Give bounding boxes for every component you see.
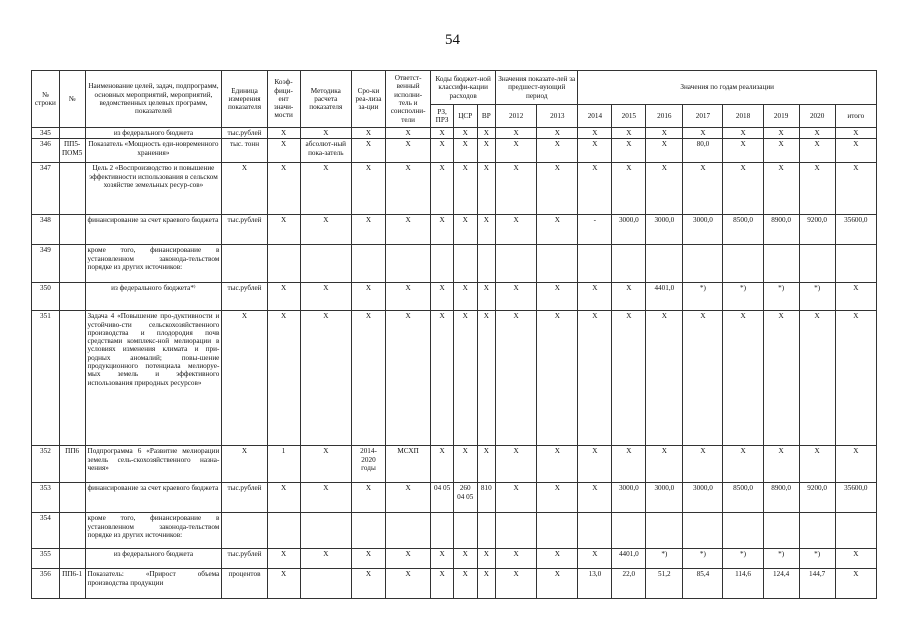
cell-v2012: X [496,483,537,513]
cell-method: X [300,311,351,446]
cell-term: X [352,283,386,311]
cell-v2017: 85,4 [683,569,723,599]
cell-term: X [352,569,386,599]
cell-v2020: 9200,0 [799,215,835,245]
cell-method [300,513,351,549]
cell-v2015: 22,0 [612,569,646,599]
cell-v2012: X [496,128,537,139]
cell-v2018: X [723,446,763,483]
cell-v2016 [646,513,683,549]
cell-v2015: 3000,0 [612,215,646,245]
header-name: Наименование целей, задач, подпрограмм, основных мероприятий, мероприятий, ведомственных целевых программ, показателей [85,71,222,128]
cell-num: 353 [32,483,60,513]
cell-v2014: - [578,215,612,245]
cell-vr: X [477,569,496,599]
cell-term: X [352,549,386,569]
header-2014: 2014 [578,105,612,128]
cell-unit: тыс.рублей [222,483,267,513]
cell-v2012: X [496,549,537,569]
cell-v2020: X [799,128,835,139]
cell-v2014: X [578,311,612,446]
cell-total: X [835,283,876,311]
cell-v2014: X [578,283,612,311]
header-term: Сро-ки реа-лиза за-ции [352,71,386,128]
header-2017: 2017 [683,105,723,128]
table-row [32,446,877,483]
cell-exec: X [385,549,430,569]
cell-v2014: X [578,549,612,569]
cell-v2015: X [612,283,646,311]
cell-coef: X [267,549,300,569]
table-row [32,283,877,311]
cell-coef: X [267,483,300,513]
cell-v2017: *) [683,549,723,569]
cell-total [835,513,876,549]
cell-v2012 [496,513,537,549]
cell-unit [222,513,267,549]
cell-num: 348 [32,215,60,245]
cell-coef: X [267,215,300,245]
cell-v2016: *) [646,549,683,569]
cell-vr: X [477,215,496,245]
cell-v2015 [612,513,646,549]
cell-v2015: 3000,0 [612,483,646,513]
header-coef: Коэф-фици-ент значи-мости [267,71,300,128]
cell-exec: X [385,483,430,513]
cell-rz: X [431,446,454,483]
cell-exec [385,245,430,283]
cell-total: X [835,128,876,139]
cell-v2012: X [496,311,537,446]
cell-unit [222,245,267,283]
cell-name: Подпрограмма 6 «Развитие мелиорации земель сель-скохозяйственного назна-чения» [85,446,222,483]
cell-name: Показатель «Мощность еди-новременного хранения» [85,139,222,163]
program-table [31,70,877,599]
cell-v2018: X [723,139,763,163]
header-executor: Ответст-венный исполни-тель и соисполни-тели [385,71,430,128]
table-row [32,483,877,513]
cell-exec: МСХП [385,446,430,483]
table-row [32,163,877,215]
cell-csr: X [453,311,477,446]
cell-v2018: *) [723,283,763,311]
cell-code [59,549,85,569]
header-method: Методика расчета показателя [300,71,351,128]
cell-vr: X [477,163,496,215]
cell-coef: X [267,311,300,446]
cell-csr: X [453,128,477,139]
cell-unit: тыс. тонн [222,139,267,163]
cell-code [59,311,85,446]
cell-num: 352 [32,446,60,483]
cell-exec: X [385,128,430,139]
header-csr: ЦСР [453,105,477,128]
cell-coef: X [267,139,300,163]
cell-v2019 [763,245,799,283]
cell-v2020 [799,513,835,549]
header-2013: 2013 [537,105,578,128]
cell-v2017: X [683,446,723,483]
header-year-values: Значения по годам реализации [578,71,877,105]
cell-v2013: X [537,128,578,139]
cell-code: ПП6 [59,446,85,483]
cell-exec: X [385,163,430,215]
cell-vr [477,245,496,283]
cell-code: ПП6-1 [59,569,85,599]
cell-v2015: X [612,446,646,483]
cell-v2018: 114,6 [723,569,763,599]
cell-csr: X [453,283,477,311]
cell-v2012 [496,245,537,283]
cell-method: X [300,283,351,311]
cell-v2017: 80,0 [683,139,723,163]
cell-total: X [835,311,876,446]
cell-code [59,245,85,283]
cell-exec: X [385,569,430,599]
cell-v2015: X [612,139,646,163]
cell-exec [385,513,430,549]
header-2016: 2016 [646,105,683,128]
cell-v2014: X [578,163,612,215]
cell-v2019: *) [763,283,799,311]
cell-v2016: X [646,128,683,139]
header-total: итого [835,105,876,128]
cell-num: 347 [32,163,60,215]
cell-num: 351 [32,311,60,446]
cell-code [59,163,85,215]
cell-v2018: *) [723,549,763,569]
cell-coef: 1 [267,446,300,483]
cell-v2020: 144,7 [799,569,835,599]
cell-coef [267,513,300,549]
cell-term: X [352,311,386,446]
cell-v2020: *) [799,283,835,311]
cell-v2015: X [612,163,646,215]
cell-code [59,128,85,139]
cell-v2016: 3000,0 [646,215,683,245]
cell-v2019: 8900,0 [763,483,799,513]
cell-code [59,513,85,549]
cell-v2016: 4401,0 [646,283,683,311]
cell-rz: 04 05 [431,483,454,513]
cell-csr: X [453,215,477,245]
cell-unit: процентов [222,569,267,599]
cell-v2019: X [763,128,799,139]
header-unit: Единица измерения показателя [222,71,267,128]
cell-method [300,245,351,283]
cell-rz: X [431,283,454,311]
table-body [32,128,877,599]
cell-v2019: X [763,139,799,163]
cell-v2014: X [578,128,612,139]
cell-v2016: X [646,139,683,163]
cell-term: X [352,139,386,163]
cell-v2016: 51,2 [646,569,683,599]
cell-v2013: X [537,139,578,163]
cell-v2016: 3000,0 [646,483,683,513]
table-row [32,139,877,163]
header-budget-codes: Коды бюджет-ной классифи-кации расходов [431,71,496,105]
cell-rz: X [431,311,454,446]
cell-vr: X [477,549,496,569]
cell-code [59,283,85,311]
cell-vr: 810 [477,483,496,513]
cell-num: 349 [32,245,60,283]
cell-vr: X [477,128,496,139]
cell-v2013: X [537,446,578,483]
table-row [32,569,877,599]
cell-rz: X [431,139,454,163]
cell-name: из федерального бюджета [85,128,222,139]
cell-name: финансирование за счет краевого бюджета [85,215,222,245]
cell-method: X [300,483,351,513]
cell-total [835,245,876,283]
cell-vr: X [477,139,496,163]
cell-rz: X [431,215,454,245]
cell-v2018 [723,513,763,549]
cell-v2020: X [799,139,835,163]
table-row [32,311,877,446]
cell-v2016: X [646,163,683,215]
cell-v2017 [683,245,723,283]
cell-csr [453,245,477,283]
cell-code: ПП5-ПОМ5 [59,139,85,163]
cell-v2018: X [723,128,763,139]
cell-v2013: X [537,569,578,599]
cell-csr [453,513,477,549]
cell-v2018: 8500,0 [723,215,763,245]
cell-v2016 [646,245,683,283]
cell-csr: 260 04 05 [453,483,477,513]
cell-unit: тыс.рублей [222,283,267,311]
cell-v2016: X [646,446,683,483]
cell-method: X [300,549,351,569]
cell-v2013: X [537,549,578,569]
cell-total: X [835,139,876,163]
cell-term: 2014-2020 годы [352,446,386,483]
cell-unit: X [222,163,267,215]
cell-csr: X [453,139,477,163]
cell-v2019 [763,513,799,549]
table-row [32,245,877,283]
cell-coef: X [267,163,300,215]
cell-v2019: X [763,163,799,215]
cell-csr: X [453,446,477,483]
header-row-no: № строки [32,71,60,128]
cell-num: 356 [32,569,60,599]
cell-vr: X [477,311,496,446]
header-2018: 2018 [723,105,763,128]
cell-exec: X [385,283,430,311]
cell-unit: X [222,311,267,446]
cell-total: 35600,0 [835,215,876,245]
cell-unit: тыс.рублей [222,215,267,245]
header-rz: РЗ, ПРЗ [431,105,454,128]
cell-method: X [300,163,351,215]
cell-v2017: *) [683,283,723,311]
header-2020: 2020 [799,105,835,128]
table-row [32,215,877,245]
page-number: 54 [445,32,460,48]
cell-vr: X [477,283,496,311]
cell-v2013: X [537,283,578,311]
cell-coef [267,245,300,283]
cell-rz [431,513,454,549]
cell-v2018: X [723,163,763,215]
cell-v2017: 3000,0 [683,215,723,245]
cell-csr: X [453,549,477,569]
cell-v2017: X [683,163,723,215]
cell-v2018 [723,245,763,283]
table-row [32,128,877,139]
cell-name: Показатель: «Прирост объема производства продукции [85,569,222,599]
cell-coef: X [267,569,300,599]
cell-name: кроме того, финансирование в установленном законода-тельством порядке из других источников: [85,513,222,549]
cell-name: Задача 4 «Повышение про-дуктивности и устойчиво-сти сельскохозяйственного производства и плодородия почв средствами комплекс-ной мелиорации в условиях изменения климата и при-родных аномалий; повы-шение продукционного потенциала мелиоруе-мых земель и эффективного использования природных ресурсов» [85,311,222,446]
cell-code [59,483,85,513]
cell-method: абсолют-ный пока-затель [300,139,351,163]
cell-v2012: X [496,139,537,163]
cell-v2015 [612,245,646,283]
cell-v2016: X [646,311,683,446]
cell-name: финансирование за счет краевого бюджета [85,483,222,513]
cell-v2012: X [496,283,537,311]
cell-rz: X [431,549,454,569]
cell-v2014: 13,0 [578,569,612,599]
cell-v2017: X [683,311,723,446]
cell-v2019: 8900,0 [763,215,799,245]
cell-v2013 [537,513,578,549]
cell-name: кроме того, финансирование в установленном законода-тельством порядке из других источников: [85,245,222,283]
cell-v2012: X [496,163,537,215]
cell-exec: X [385,311,430,446]
cell-coef: X [267,283,300,311]
cell-v2019: X [763,446,799,483]
cell-csr: X [453,163,477,215]
cell-method: X [300,128,351,139]
header-prev-values: Значения показате-лей за предшест-вующий период [496,71,578,105]
cell-total: X [835,549,876,569]
cell-v2020: X [799,163,835,215]
cell-v2020: 9200,0 [799,483,835,513]
cell-v2012: X [496,215,537,245]
cell-v2020: X [799,311,835,446]
header-2019: 2019 [763,105,799,128]
cell-v2014: X [578,446,612,483]
cell-v2017: 3000,0 [683,483,723,513]
cell-v2017: X [683,128,723,139]
cell-term [352,513,386,549]
header-row-1 [32,71,877,105]
cell-v2019: X [763,311,799,446]
cell-unit: X [222,446,267,483]
cell-total: X [835,446,876,483]
cell-coef: X [267,128,300,139]
cell-vr: X [477,446,496,483]
table-row [32,549,877,569]
cell-v2013: X [537,163,578,215]
cell-v2018: 8500,0 [723,483,763,513]
cell-v2014: X [578,139,612,163]
cell-v2015: X [612,128,646,139]
cell-v2013: X [537,311,578,446]
cell-rz [431,245,454,283]
cell-total: 35600,0 [835,483,876,513]
cell-v2014 [578,245,612,283]
cell-num: 345 [32,128,60,139]
cell-v2013: X [537,483,578,513]
cell-v2018: X [723,311,763,446]
cell-v2012: X [496,569,537,599]
cell-rz: X [431,163,454,215]
cell-rz: X [431,128,454,139]
cell-unit: тыс.рублей [222,128,267,139]
cell-term [352,245,386,283]
cell-num: 350 [32,283,60,311]
cell-term: X [352,163,386,215]
cell-unit: тыс.рублей [222,549,267,569]
cell-num: 355 [32,549,60,569]
header-vr: ВР [477,105,496,128]
header-2015: 2015 [612,105,646,128]
header-no: № [59,71,85,128]
cell-exec: X [385,215,430,245]
cell-v2013 [537,245,578,283]
cell-name: Цель 2 «Воспроизводство и повышение эффективности использования в сельском хозяйстве земельных ресур-сов» [85,163,222,215]
cell-rz: X [431,569,454,599]
table-row [32,513,877,549]
cell-code [59,215,85,245]
cell-exec: X [385,139,430,163]
cell-num: 354 [32,513,60,549]
cell-method [300,569,351,599]
cell-vr [477,513,496,549]
cell-total: X [835,569,876,599]
cell-v2020: X [799,446,835,483]
cell-name: из федерального бюджета*⁾ [85,283,222,311]
cell-method: X [300,446,351,483]
cell-v2019: 124,4 [763,569,799,599]
cell-v2014: X [578,483,612,513]
cell-term: X [352,215,386,245]
cell-v2012: X [496,446,537,483]
cell-total: X [835,163,876,215]
cell-name: из федерального бюджета [85,549,222,569]
cell-term: X [352,483,386,513]
cell-term: X [352,128,386,139]
cell-v2015: X [612,311,646,446]
cell-method: X [300,215,351,245]
cell-csr: X [453,569,477,599]
cell-v2020: *) [799,549,835,569]
cell-v2014 [578,513,612,549]
cell-num: 346 [32,139,60,163]
cell-v2015: 4401,0 [612,549,646,569]
cell-v2017 [683,513,723,549]
header-2012: 2012 [496,105,537,128]
cell-v2013: X [537,215,578,245]
cell-v2019: *) [763,549,799,569]
cell-v2020 [799,245,835,283]
